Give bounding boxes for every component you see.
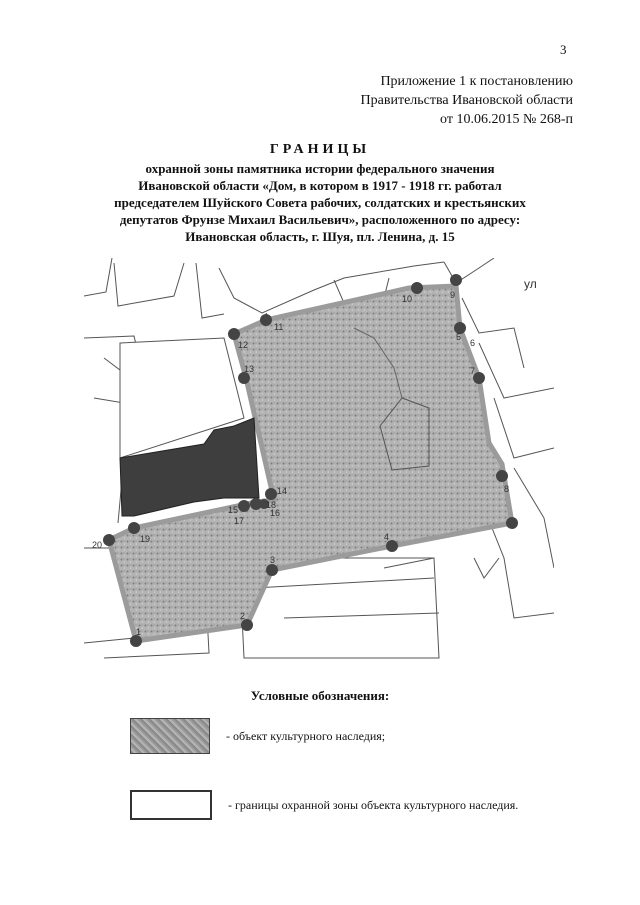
boundary-point: [265, 488, 277, 500]
point-label: 20: [92, 540, 103, 550]
boundary-map: [84, 258, 554, 678]
appendix-line: от 10.06.2015 № 268-п: [440, 112, 573, 127]
title-heading: ГРАНИЦЫ: [269, 142, 371, 157]
legend-item: [130, 718, 385, 754]
point-label: 9: [450, 290, 456, 300]
boundary-point: [266, 564, 278, 576]
title-line: председателем Шуйского Совета рабочих, солдатских и крестьянских: [114, 195, 526, 210]
appendix-line: Правительства Ивановской области: [360, 93, 573, 108]
appendix-line: Приложение 1 к постановлению: [380, 74, 573, 89]
point-label: 2: [240, 611, 246, 621]
point-label: 19: [140, 534, 151, 544]
point-label: 7: [470, 366, 476, 376]
page-number: 3: [560, 42, 567, 57]
boundary-point: [260, 314, 272, 326]
point-label: 13: [244, 364, 255, 374]
point-label: 14: [277, 486, 288, 496]
point-label: 12: [238, 340, 249, 350]
point-label: 11: [274, 322, 284, 332]
boundary-point: [238, 500, 250, 512]
title-line: Ивановская область, г. Шуя, пл. Ленина, д. 15: [185, 229, 455, 244]
point-label: 15: [228, 505, 239, 515]
point-label: 6: [470, 338, 476, 348]
legend-label: - объект культурного наследия;: [226, 728, 386, 743]
point-label: 18: [266, 500, 277, 510]
title-line: Ивановской области «Дом, в котором в 1917 - 1918 гг. работал: [138, 178, 502, 193]
heritage-swatch: [130, 718, 210, 754]
document-title: [0, 141, 640, 245]
appendix-header: [361, 72, 573, 129]
point-label: 16: [270, 508, 281, 518]
point-label: 10: [402, 294, 413, 304]
boundary-point: [128, 522, 140, 534]
point-label: 3: [270, 555, 276, 565]
legend-item: [130, 790, 518, 820]
point-label: 5: [456, 332, 462, 342]
point-label: 17: [234, 516, 245, 526]
zone-swatch: [130, 790, 212, 820]
legend-title: Условные обозначения:: [250, 688, 390, 703]
boundary-point: [506, 517, 518, 529]
boundary-point: [228, 328, 240, 340]
boundary-point: [103, 534, 115, 546]
legend-label: - границы охранной зоны объекта культурного наследия.: [228, 797, 519, 812]
boundary-point: [496, 470, 508, 482]
boundary-point: [450, 274, 462, 286]
title-line: охранной зоны памятника истории федерального значения: [145, 161, 495, 176]
point-label: 8: [504, 484, 510, 494]
point-label: 1: [136, 627, 142, 637]
title-line: депутатов Фрунзе Михаил Васильевич», расположенного по адресу:: [119, 212, 521, 227]
street-label: ул: [524, 277, 537, 291]
point-label: 4: [384, 532, 390, 542]
boundary-point: [411, 282, 423, 294]
